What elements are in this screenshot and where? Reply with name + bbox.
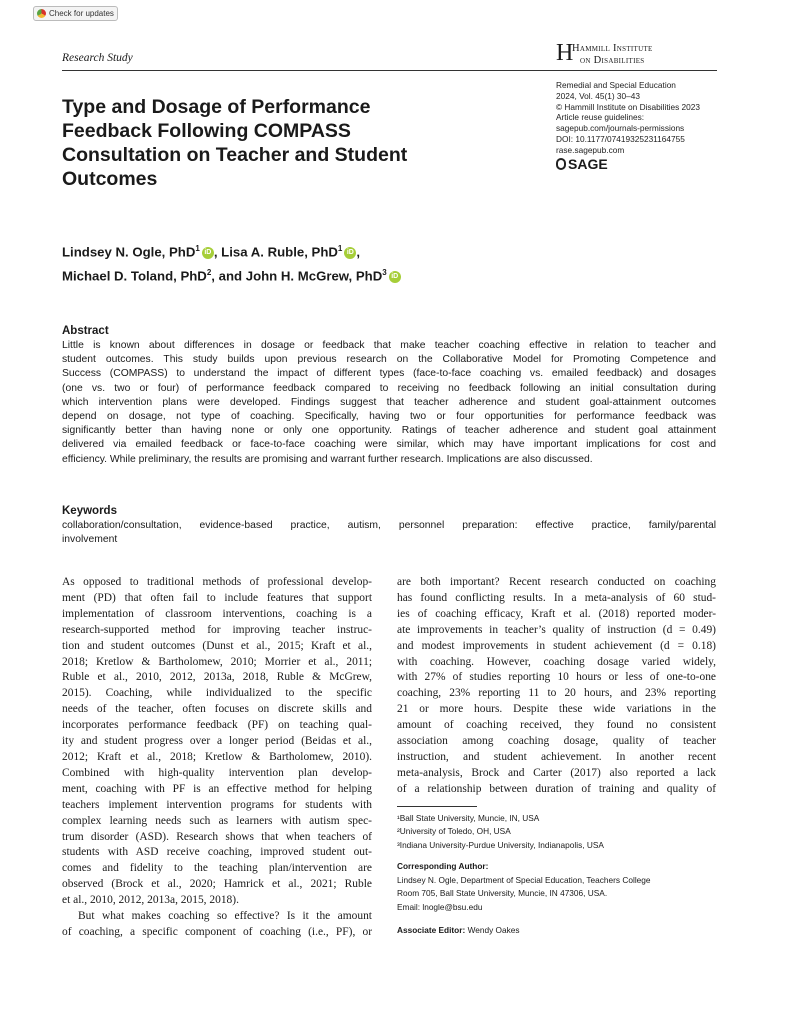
body-line: But what makes coaching so effective? Is it the amount bbox=[78, 910, 372, 923]
body-line: complex learning needs such as learners with autism spec- bbox=[62, 814, 372, 827]
keywords-line: involvement bbox=[62, 534, 118, 546]
body-column-left bbox=[62, 575, 372, 941]
publisher-name-line1: Hammill Institute bbox=[572, 43, 653, 54]
orcid-icon[interactable]: iD bbox=[344, 247, 356, 259]
sage-symbol-icon bbox=[556, 158, 566, 170]
body-line: comes and fidelity to the teaching plan/intervention are bbox=[62, 862, 372, 875]
abstract-line: Little is known about differences in dosage or feedback that make teacher coaching effective in relation to teacher and bbox=[62, 340, 716, 351]
publisher-mark: H bbox=[556, 40, 574, 66]
keywords-body bbox=[62, 519, 716, 547]
body-line: Combined with high-quality intervention plan develop- bbox=[62, 766, 372, 779]
journal-reuse-label: Article reuse guidelines: bbox=[556, 112, 645, 123]
title-line: Consultation on Teacher and Student bbox=[62, 144, 408, 166]
corresponding-author-details bbox=[397, 874, 651, 914]
corresponding-author-heading: Corresponding Author: bbox=[397, 861, 489, 871]
body-line: association among coaching dosage, quality of teacher bbox=[397, 735, 716, 748]
affiliations bbox=[397, 812, 604, 852]
body-line: amount of coaching received, they found no consistent bbox=[397, 719, 716, 732]
corresponding-line: Lindsey N. Ogle, Department of Special Education, Teachers College bbox=[397, 875, 651, 885]
body-line: 2018; Kretlow & Bartholomew, 2010; Morrier et al., 2011; bbox=[62, 655, 372, 668]
keywords-heading: Keywords bbox=[62, 505, 117, 517]
body-line: 2015). Coaching, while individualized to the specific bbox=[62, 687, 372, 700]
body-line: students with ASD receive coaching, improved student out- bbox=[62, 846, 372, 859]
body-line: et al., 2010, 2012, 2013a, 2015, 2018). bbox=[62, 894, 239, 907]
corresponding-email[interactable]: Email: lnogle@bsu.edu bbox=[397, 901, 483, 912]
body-line: of a relationship between duration of training and quality of bbox=[397, 782, 716, 795]
abstract-line: (one vs. two or four) of performance feedback compared to receiving no feedback following an initial consultation during bbox=[62, 382, 716, 394]
body-line: teachers implement intervention programs for students with bbox=[62, 798, 372, 811]
journal-doi[interactable]: DOI: 10.1177/07419325231164755 bbox=[556, 133, 685, 144]
body-line: 2012; Kraft et al., 2018; Kretlow & Bartholomew, 2010). bbox=[62, 750, 372, 763]
abstract-line: efficiency. While preliminary, the results are promising and warrant further research. Implications are also discussed. bbox=[62, 453, 593, 465]
author-name: Michael D. Toland, PhD bbox=[62, 268, 207, 284]
body-line: and modest improvements in student achievement (d = 0.18) bbox=[397, 639, 716, 652]
author-line bbox=[62, 262, 401, 286]
journal-permissions-link[interactable]: sagepub.com/journals-permissions bbox=[556, 123, 685, 134]
affiliation-mark: 3 bbox=[382, 268, 387, 278]
author-line bbox=[62, 238, 401, 262]
section-label: Research Study bbox=[62, 52, 133, 64]
publisher-name-line2: on Disabilities bbox=[580, 55, 645, 66]
crossmark-icon bbox=[37, 9, 46, 18]
sage-logo bbox=[556, 156, 608, 172]
body-line: 21 or more hours. Despite these wide variations in the bbox=[397, 703, 716, 716]
journal-info bbox=[556, 80, 700, 156]
affiliation-mark: 1 bbox=[195, 244, 200, 253]
abstract-line: Success (COMPASS) to understand the impact of different types (face-to-face coaching vs. emailed feedback) and dosages bbox=[62, 368, 716, 380]
abstract-line: depend on dosage, not type of coaching. Specifically, having two or four opportunities for performance feedback was bbox=[62, 411, 716, 423]
journal-copyright: © Hammill Institute on Disabilities 2023 bbox=[556, 101, 700, 112]
title-line: Outcomes bbox=[62, 168, 158, 190]
body-line: ies of coaching efficacy, Kraft et al. (2018) reported moder- bbox=[397, 607, 716, 620]
associate-editor-name: Wendy Oakes bbox=[467, 925, 520, 935]
check-for-updates-label: Check for updates bbox=[49, 9, 114, 18]
body-line: are both important? Recent research conducted on coaching bbox=[397, 576, 716, 588]
body-line: implementation of classroom interventions, coaching is a bbox=[62, 607, 372, 620]
body-column-right bbox=[397, 575, 716, 798]
abstract-line: which intervention plans were developed. Findings suggest that teacher adherence and student goal-attainment outcomes bbox=[62, 396, 716, 408]
affiliation-mark: 1 bbox=[337, 244, 343, 253]
journal-url[interactable]: rase.sagepub.com bbox=[556, 144, 625, 155]
body-line: needs of the teacher, often focuses on discrete skills and bbox=[62, 703, 372, 716]
article-title bbox=[62, 95, 512, 191]
title-line: Feedback Following COMPASS bbox=[62, 120, 351, 142]
author-name: , and John H. McGrew, PhD bbox=[211, 268, 383, 284]
publisher-logo bbox=[556, 40, 726, 68]
body-line: with 27% of studies reporting 10 hours or less of one-to-one bbox=[397, 671, 716, 684]
body-line: trum disorder (ASD). Research shows that when teachers of bbox=[62, 830, 372, 843]
affiliation-mark: 2 bbox=[206, 268, 212, 278]
author-separator: , bbox=[356, 244, 361, 260]
abstract-heading: Abstract bbox=[62, 325, 109, 337]
body-line: ment, coaching with PF is an effective method for helping bbox=[62, 782, 372, 795]
author-name: , Lisa A. Ruble, PhD bbox=[213, 244, 338, 260]
affiliation-item: ³Indiana University-Purdue University, Indianapolis, USA bbox=[397, 839, 604, 850]
abstract-line: significantly better than having none or only one opportunity. Ratings of teacher adherence and student goal attainment bbox=[62, 425, 716, 437]
title-line: Type and Dosage of Performance bbox=[62, 96, 371, 118]
abstract-line: student outcomes. This study builds upon previous research on the Collaborative Model for Promoting Competence and bbox=[62, 354, 716, 366]
affiliation-item: ²University of Toledo, OH, USA bbox=[397, 826, 511, 837]
check-for-updates-badge[interactable] bbox=[33, 6, 118, 21]
body-line: of coaching, a specific component of coaching (i.e., PF), or bbox=[62, 925, 372, 938]
body-line: ity and student progress over a longer period (Beidas et al., bbox=[62, 735, 372, 748]
body-line: tion and student outcomes (Dunst et al., 2015; Kraft et al., bbox=[62, 639, 372, 652]
affiliation-item: ¹Ball State University, Muncie, IN, USA bbox=[397, 813, 540, 823]
abstract-body bbox=[62, 339, 716, 467]
body-line: incorporates performance feedback (PF) on teaching qual- bbox=[62, 719, 372, 732]
body-line: observed (Brock et al., 2020; Hamrick et al., 2021; Ruble bbox=[62, 878, 372, 891]
associate-editor bbox=[397, 925, 520, 935]
author-name: Lindsey N. Ogle, PhD bbox=[62, 244, 196, 260]
header-rule bbox=[62, 70, 717, 71]
body-line: ate improvements in teacher’s quality of instruction (d = 0.49) bbox=[397, 623, 716, 636]
journal-name: Remedial and Special Education bbox=[556, 80, 676, 90]
body-line: Ruble et al., 2010, 2012, 2013a, 2018, Ruble & McGrew, bbox=[62, 671, 372, 684]
footnote-rule bbox=[397, 806, 477, 807]
sage-logo-text: SAGE bbox=[568, 156, 608, 172]
body-line: meta-analysis, Brock and Carter (2017) also reported a lack bbox=[397, 766, 716, 779]
body-line: with coaching. However, coaching dosage varied widely, bbox=[397, 655, 716, 668]
abstract-line: delivered via emailed feedback or face-to-face coaching were similar, which may have important implications for cost and bbox=[62, 439, 716, 451]
keywords-line: collaboration/consultation, evidence-based practice, autism, personnel preparation: effective practice, family/parental bbox=[62, 520, 716, 531]
body-line: research-supported method for improving teacher instruc- bbox=[62, 623, 372, 636]
body-line: coaching, 23% reporting 11 to 20 hours, and 23% reporting bbox=[397, 687, 716, 700]
body-line: ment (PD) that often fail to include features that support bbox=[62, 591, 372, 604]
corresponding-line: Room 705, Ball State University, Muncie, IN 47306, USA. bbox=[397, 888, 608, 899]
journal-volume: 2024, Vol. 45(1) 30–43 bbox=[556, 90, 640, 101]
body-line: As opposed to traditional methods of professional develop- bbox=[62, 576, 372, 588]
orcid-icon[interactable]: iD bbox=[389, 271, 401, 283]
orcid-icon[interactable]: iD bbox=[202, 247, 214, 259]
author-list bbox=[62, 238, 401, 287]
body-line: instruction, and student achievement. In another recent bbox=[397, 750, 716, 763]
associate-editor-label: Associate Editor: bbox=[397, 925, 466, 935]
body-line: has found conflicting results. In a meta-analysis of 60 stud- bbox=[397, 591, 716, 604]
